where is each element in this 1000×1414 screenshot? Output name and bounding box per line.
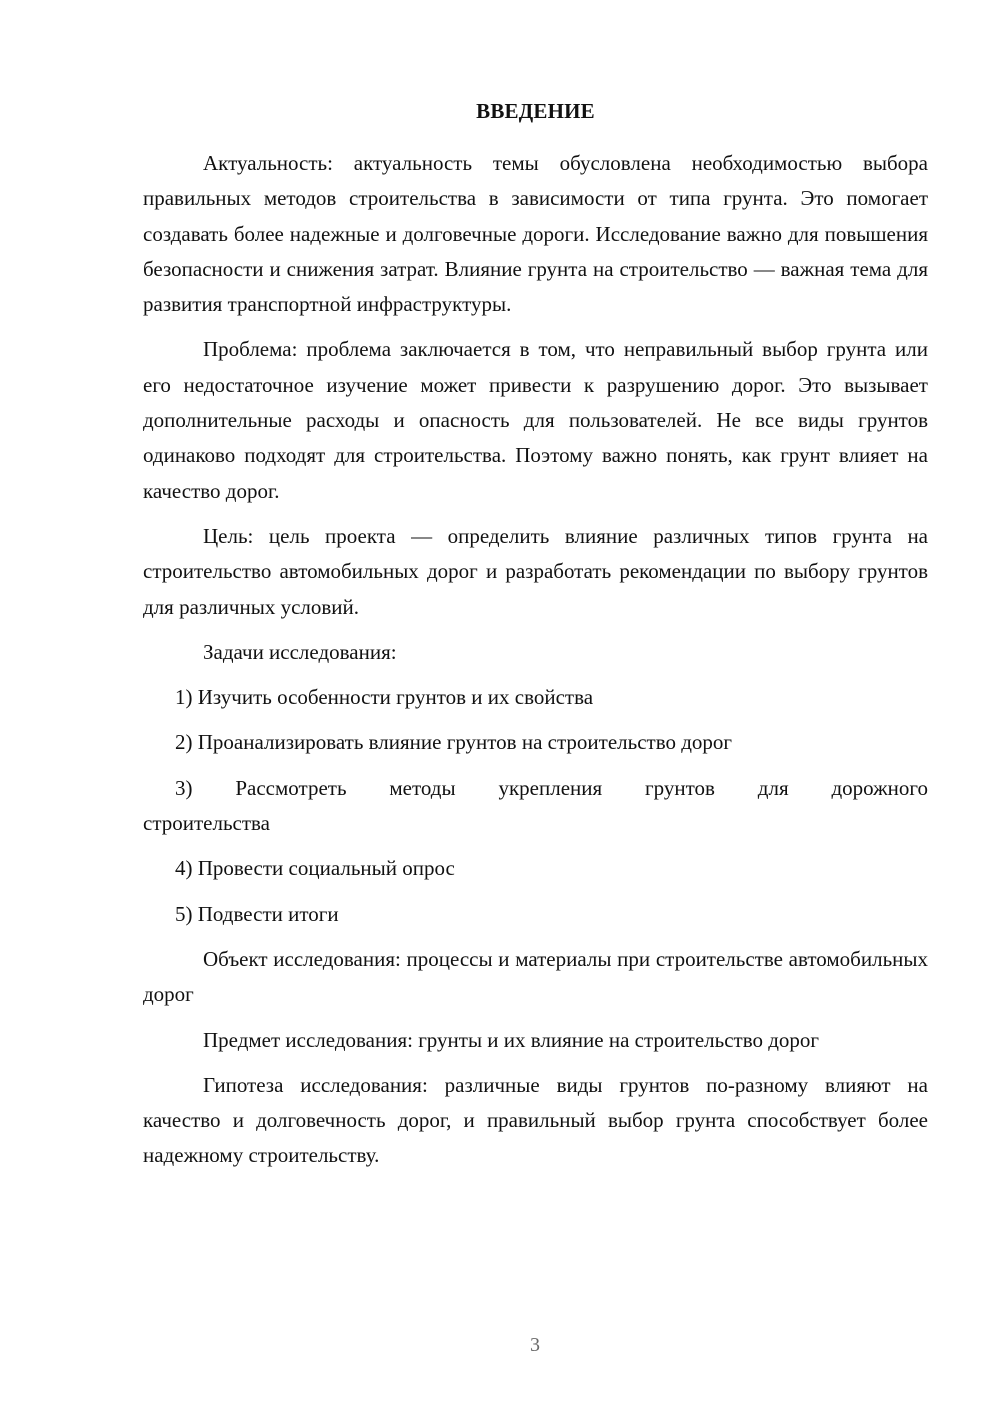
relevance-paragraph: Актуальность: актуальность темы обусловлена необходимостью выбора правильных методов строительства в зависимости от типа грунта. Это помогает создавать более надежные и долговечные дороги. Исследование важно для повышения безопасности и снижения затрат. Влияние грунта на строительство — важная тема для развития транспортной инфраструктуры. <box>143 151 928 317</box>
subject-paragraph: Предмет исследования: грунты и их влияние на строительство дорог <box>203 1027 820 1052</box>
task-item-3: 3) Рассмотреть методы укрепления грунтов для дорожного строительства <box>143 775 928 836</box>
document-page <box>143 96 928 1184</box>
task-item-4: 4) Провести социальный опрос <box>175 856 455 881</box>
goal-paragraph: Цель: цель проекта — определить влияние различных типов грунта на строительство автомобильных дорог и разработать рекомендации по выбору грунтов для различных условий. <box>143 523 928 619</box>
object-paragraph: Объект исследования: процессы и материалы при строительстве автомобильных дорог <box>143 946 928 1007</box>
task-item-2: 2) Проанализировать влияние грунтов на строительство дорог <box>175 730 733 755</box>
tasks-heading: Задачи исследования: <box>203 639 397 664</box>
task-item-5: 5) Подвести итоги <box>175 901 339 926</box>
problem-paragraph: Проблема: проблема заключается в том, что неправильный выбор грунта или его недостаточное изучение может привести к разрушению дорог. Это вызывает дополнительные расходы и опасность для пользователей. Не все виды грунтов одинаково подходят для строительства. Поэтому важно понять, как грунт влияет на качество дорог. <box>143 337 928 503</box>
page-number: 3 <box>530 1334 540 1356</box>
task-item-1: 1) Изучить особенности грунтов и их свойства <box>175 685 594 710</box>
page-title: ВВЕДЕНИЕ <box>476 99 595 123</box>
hypothesis-paragraph: Гипотеза исследования: различные виды грунтов по-разному влияют на качество и долговечность дорог, и правильный выбор грунта способствует более надежному строительству. <box>143 1072 928 1168</box>
